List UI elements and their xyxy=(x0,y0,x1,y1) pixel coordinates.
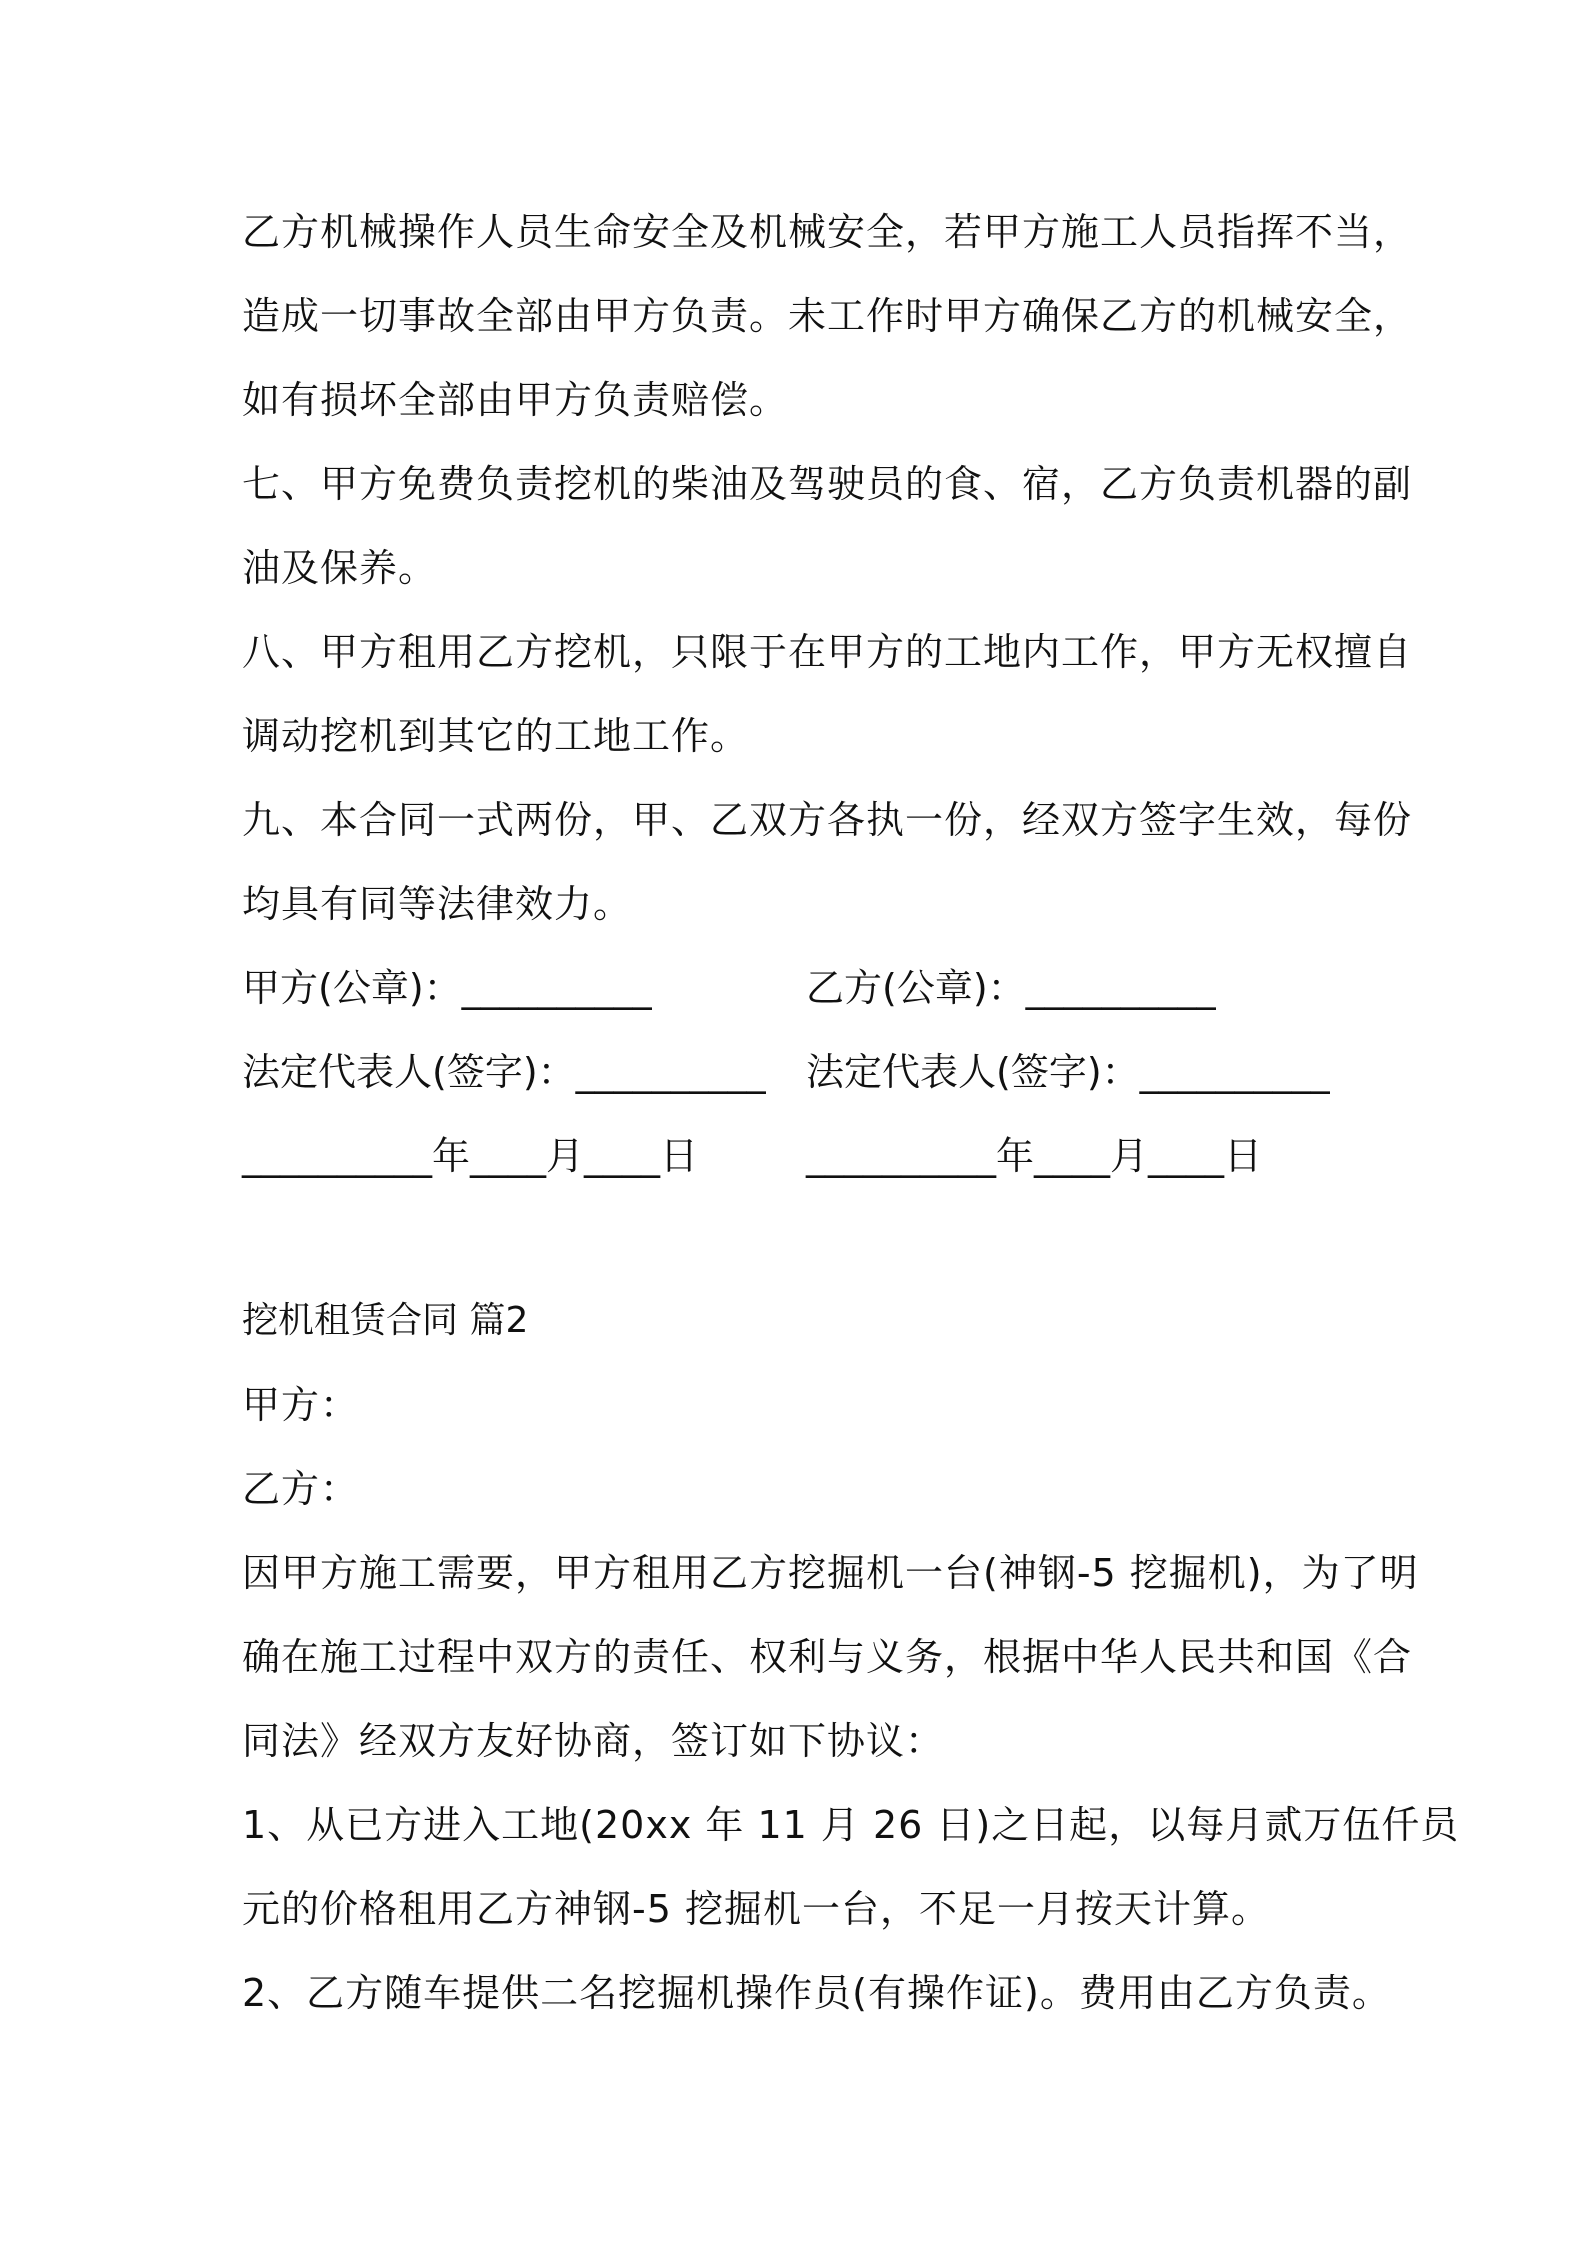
paragraph-line: 乙方机械操作人员生命安全及机械安全，若甲方施工人员指挥不当， xyxy=(242,210,1413,254)
clause-8 xyxy=(242,610,1413,778)
paragraph-line: 八、甲方租用乙方挖机，只限于在甲方的工地内工作，甲方无权擅自 xyxy=(242,630,1413,674)
party-a-date: __________年____月____日 xyxy=(242,1134,699,1178)
party-b-seal: 乙方(公章)：__________ xyxy=(806,966,1216,1010)
paragraph-line: 同法》经双方友好协商，签订如下协议： xyxy=(242,1719,945,1763)
signature-seal-row xyxy=(242,946,1352,1030)
paragraph-line: 造成一切事故全部由甲方负责。未工作时甲方确保乙方的机械安全， xyxy=(242,294,1413,338)
paragraph-line: 确在施工过程中双方的责任、权利与义务，根据中华人民共和国《合 xyxy=(242,1635,1413,1679)
clause-7 xyxy=(242,442,1413,610)
paragraph-line: 1、从已方进入工地(20xx 年 11 月 26 日)之日起，以每月贰万伍仟员 xyxy=(242,1803,1460,1847)
clause-6-continuation xyxy=(242,190,1413,442)
party-b-date: __________年____月____日 xyxy=(806,1134,1263,1178)
signature-rep-row xyxy=(242,1030,1352,1114)
clause-9 xyxy=(242,778,1413,946)
party-b-representative: 法定代表人(签字)：__________ xyxy=(806,1050,1330,1094)
party-b-label: 乙方： xyxy=(242,1467,360,1511)
party-a-seal: 甲方(公章)：__________ xyxy=(242,966,652,1010)
party-a-representative: 法定代表人(签字)：__________ xyxy=(242,1050,766,1094)
party-a-label-block xyxy=(242,1363,1352,1447)
intro-paragraph xyxy=(242,1531,1419,1783)
paragraph-line: 七、甲方免费负责挖机的柴油及驾驶员的食、宿，乙方负责机器的副 xyxy=(242,462,1413,506)
section-title: 挖机租赁合同 篇2 xyxy=(242,1300,529,1341)
paragraph-line: 2、乙方随车提供二名挖掘机操作员(有操作证)。费用由乙方负责。 xyxy=(242,1971,1391,2015)
paragraph-line: 元的价格租用乙方神钢-5 挖掘机一台，不足一月按天计算。 xyxy=(242,1887,1270,1931)
paragraph-line: 油及保养。 xyxy=(242,546,438,590)
signature-date-row xyxy=(242,1114,1352,1198)
paragraph-line: 均具有同等法律效力。 xyxy=(242,882,633,926)
party-b-label-block xyxy=(242,1447,1352,1531)
party-a-label: 甲方： xyxy=(242,1383,360,1427)
paragraph-line: 九、本合同一式两份，甲、乙双方各执一份，经双方签字生效，每份 xyxy=(242,798,1413,842)
paragraph-line: 调动挖机到其它的工地工作。 xyxy=(242,714,750,758)
item-2 xyxy=(242,1951,1391,2035)
item-1 xyxy=(242,1783,1460,1951)
paragraph-line: 如有损坏全部由甲方负责赔偿。 xyxy=(242,378,789,422)
paragraph-line: 因甲方施工需要，甲方租用乙方挖掘机一台(神钢-5 挖掘机)，为了明 xyxy=(242,1551,1419,1595)
